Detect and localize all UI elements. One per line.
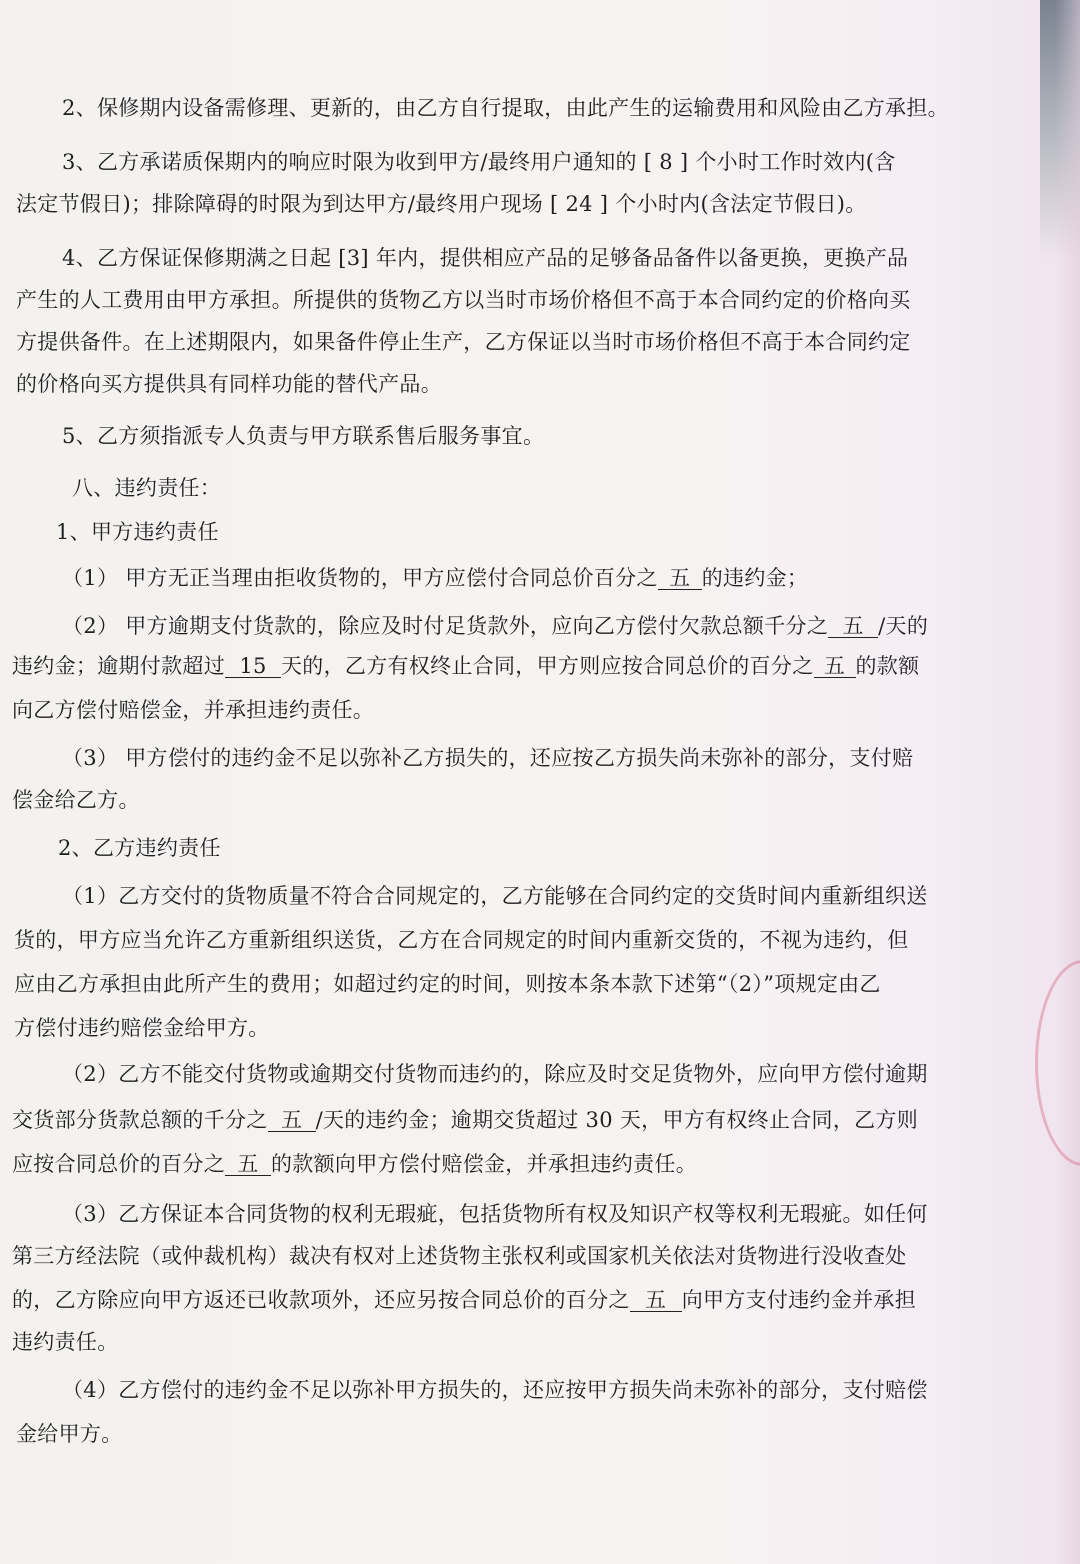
filled-blank: 五 — [630, 1289, 682, 1312]
text-line: 产生的人工费用由甲方承担。所提供的货物乙方以当时市场价格但不高于本合同约定的价格向买 — [16, 288, 911, 312]
text-line: 4、乙方保证保修期满之日起 [3] 年内，提供相应产品的足够备品备件以备更换，更换产品 — [62, 246, 909, 270]
text-line: 偿金给乙方。 — [12, 788, 140, 812]
text-line: 方提供备件。在上述期限内，如果备件停止生产，乙方保证以当时市场价格但不高于本合同约定 — [16, 330, 911, 354]
text-line: 交货部分货款总额的千分之 五 /天的违约金；逾期交货超过 30 天，甲方有权终止合同，乙方则 — [12, 1108, 919, 1132]
subsection-heading: 2、乙方违约责任 — [58, 836, 221, 860]
text-line: 第三方经法院（或仲裁机构）裁决有权对上述货物主张权利或国家机关依法对货物进行没收查处 — [12, 1244, 907, 1268]
filled-blank: 15 — [225, 655, 281, 678]
section-heading: 八、违约责任： — [72, 476, 222, 500]
filled-blank: 五 — [828, 615, 878, 638]
text-line: （2） 甲方逾期支付货款的，除应及时付足货款外，应向乙方偿付欠款总额千分之 五 /天的 — [62, 614, 929, 638]
text-line: （2）乙方不能交付货物或逾期交付货物而违约的，除应及时交足货物外，应向甲方偿付逾期 — [62, 1062, 928, 1086]
text-line: 违约责任。 — [12, 1330, 119, 1354]
text-line: （3）乙方保证本合同货物的权利无瑕疵，包括货物所有权及知识产权等权利无瑕疵。如任何 — [62, 1202, 928, 1226]
filled-blank: 五 — [225, 1153, 271, 1176]
text-line: 金给甲方。 — [16, 1422, 123, 1446]
page-edge-tint — [1055, 0, 1080, 1564]
text-line: 向乙方偿付赔偿金，并承担违约责任。 — [12, 698, 375, 722]
text-line: 5、乙方须指派专人负责与甲方联系售后服务事宜。 — [62, 424, 545, 448]
text-line: 2、保修期内设备需修理、更新的，由乙方自行提取，由此产生的运输费用和风险由乙方承担。 — [62, 96, 949, 120]
text-line: 3、乙方承诺质保期内的响应时限为收到甲方/最终用户通知的 [ 8 ] 个小时工作时效内(含 — [62, 150, 896, 174]
text-line: 应由乙方承担由此所产生的费用；如超过约定的时间，则按本条本款下述第“（2）”项规定由乙 — [14, 972, 881, 996]
text-line: 应按合同总价的百分之 五 的款额向甲方偿付赔偿金，并承担违约责任。 — [12, 1152, 697, 1176]
text-line: （4）乙方偿付的违约金不足以弥补甲方损失的，还应按甲方损失尚未弥补的部分，支付赔偿 — [62, 1378, 928, 1402]
filled-blank: 五 — [268, 1109, 316, 1132]
text-line: 法定节假日)；排除障碍的时限为到达甲方/最终用户现场 [ 24 ] 个小时内(含法定节假日)。 — [16, 192, 867, 216]
text-line: （1）乙方交付的货物质量不符合合同规定的，乙方能够在合同约定的交货时间内重新组织送 — [62, 884, 928, 908]
text-line: （1） 甲方无正当理由拒收货物的，甲方应偿付合同总价百分之 五 的违约金； — [62, 566, 809, 590]
text-line: 的价格向买方提供具有同样功能的替代产品。 — [16, 372, 442, 396]
text-line: 违约金；逾期付款超过 15 天的，乙方有权终止合同，甲方则应按合同总价的百分之 五 的款额 — [12, 654, 920, 678]
filled-blank: 五 — [658, 567, 702, 590]
text-line: （3） 甲方偿付的违约金不足以弥补乙方损失的，还应按乙方损失尚未弥补的部分，支付赔 — [62, 746, 914, 770]
text-line: 的，乙方除应向甲方返还已收款项外，还应另按合同总价的百分之 五 向甲方支付违约金并承担 — [12, 1288, 917, 1312]
text-line: 货的，甲方应当允许乙方重新组织送货，乙方在合同规定的时间内重新交货的，不视为违约，但 — [14, 928, 909, 952]
red-seal-stamp — [1035, 960, 1080, 1166]
subsection-heading: 1、甲方违约责任 — [56, 520, 219, 544]
text-line: 方偿付违约赔偿金给甲方。 — [14, 1016, 270, 1040]
filled-blank: 五 — [814, 655, 856, 678]
